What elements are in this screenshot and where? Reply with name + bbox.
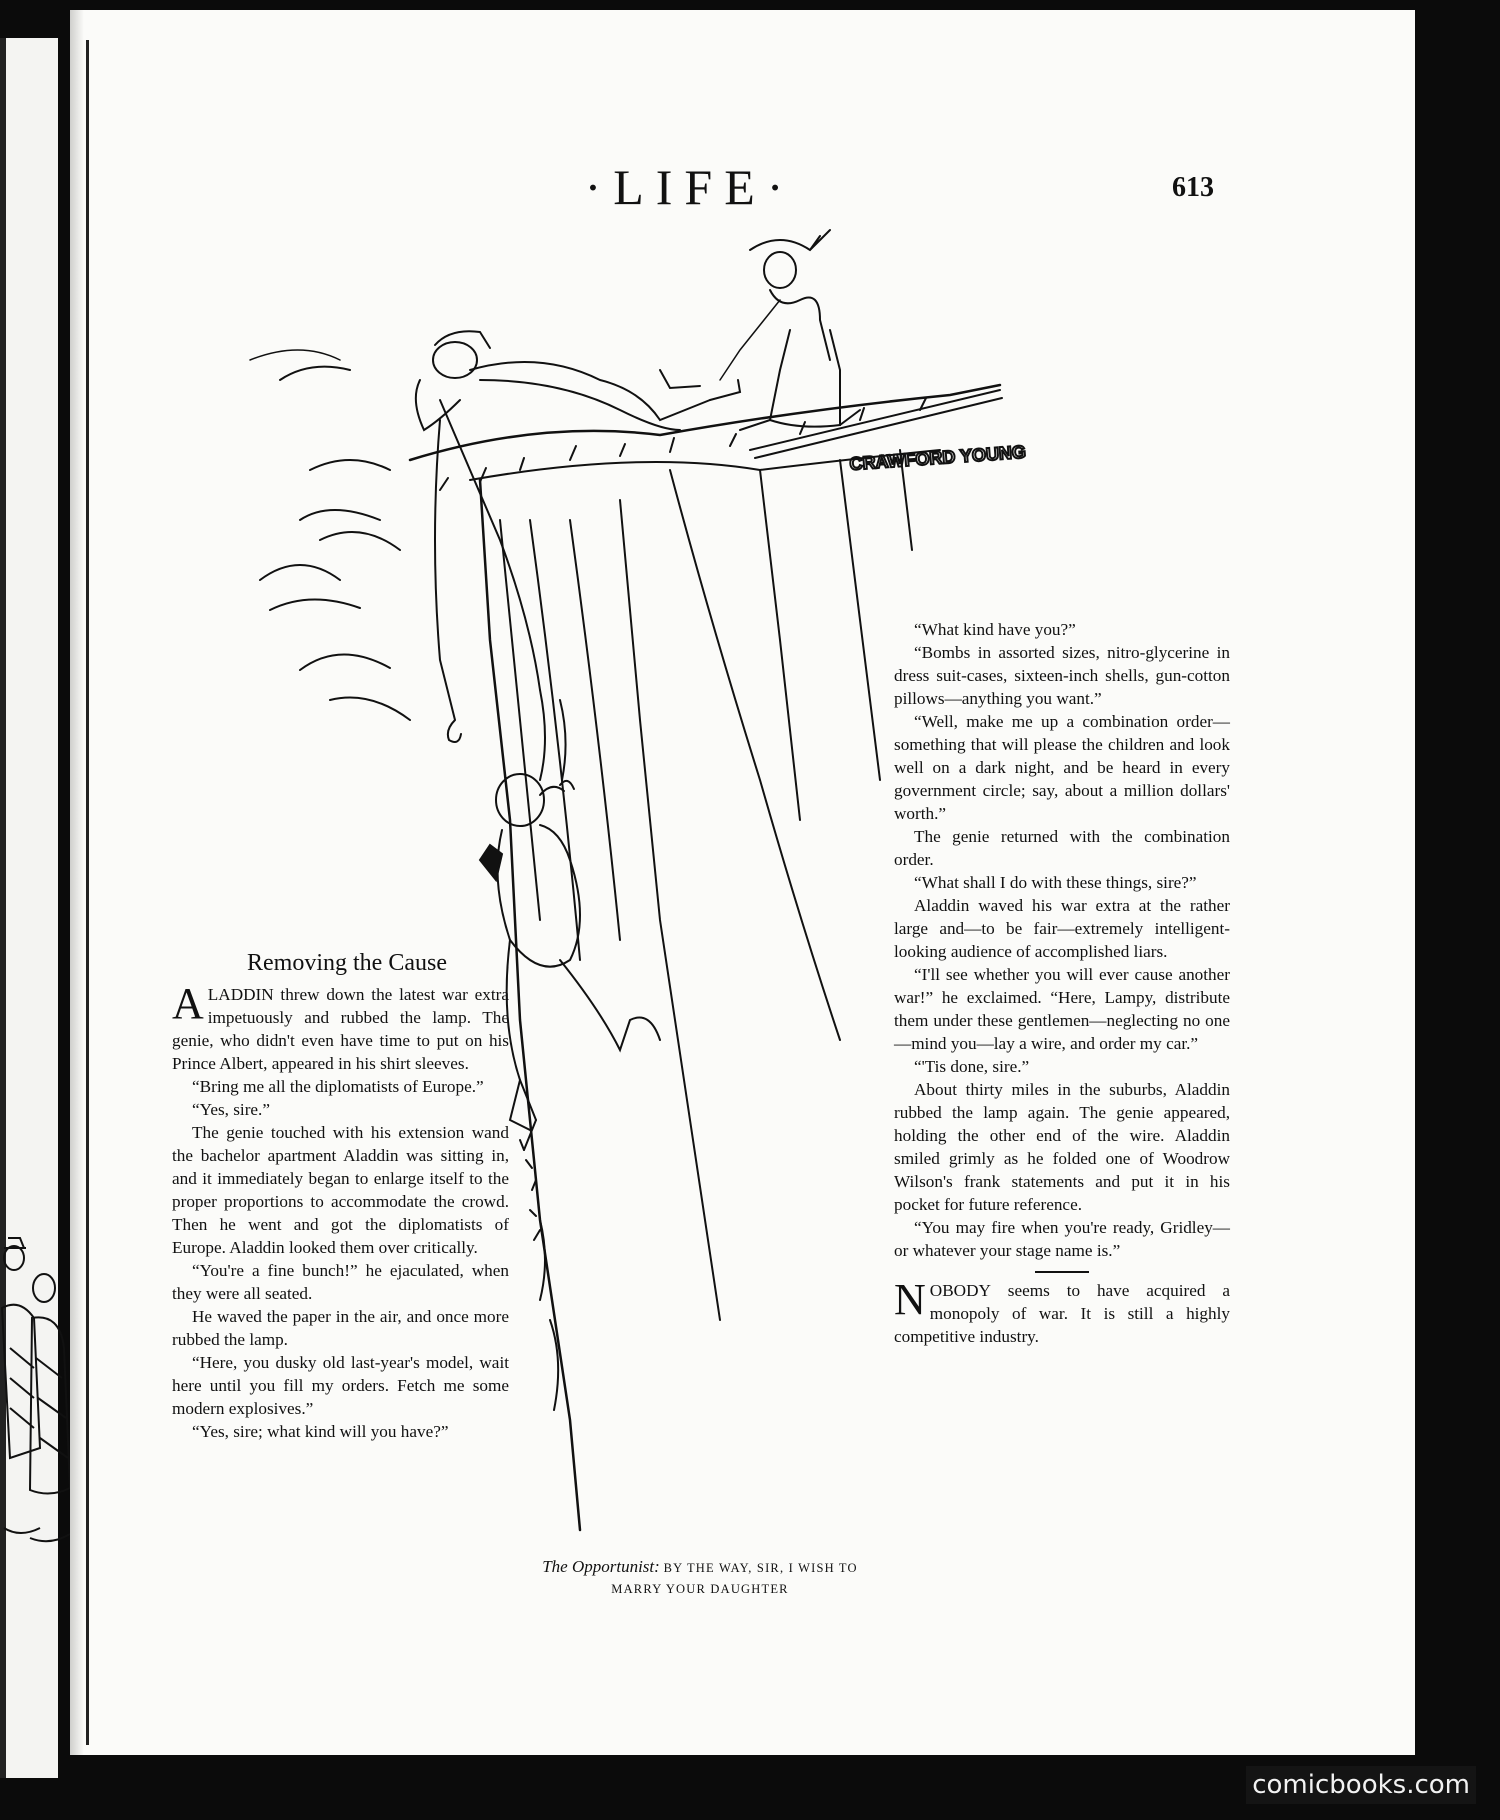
article-paragraph: “Well, make me up a combination order—something that will please the children and look well on a dark night, and be heard in every government circle; say, about a million dollars' worth.” — [894, 712, 1230, 823]
article-paragraph: “What shall I do with these things, sire?” — [914, 873, 1197, 892]
article-paragraph: “Yes, sire.” — [192, 1100, 270, 1119]
article-paragraph: “You're a fine bunch!” he ejaculated, when they were all seated. — [172, 1261, 509, 1303]
page-gutter — [86, 40, 89, 1745]
artist-signature: CRAWFORD YOUNG — [848, 441, 1027, 474]
caption-text: BY THE WAY, SIR, I WISH TO MARRY YOUR DAUGHTER — [611, 1561, 858, 1596]
masthead-title: ·LIFE· — [584, 159, 796, 215]
cartoon-caption — [530, 1556, 870, 1600]
caption-title: The Opportunist: — [542, 1557, 660, 1576]
site-watermark: comicbooks.com — [1246, 1766, 1476, 1804]
filler-paragraph: NOBODY seems to have acquired a monopoly of war. It is still a highly competitive industry. — [894, 1275, 1230, 1346]
article-paragraph: “I'll see whether you will ever cause another war!” he exclaimed. “Here, Lampy, distribute them under these gentlemen—neglecting no one—mind you—lay a wire, and order my car.” — [894, 965, 1230, 1053]
article-paragraph: “Yes, sire; what kind will you have?” — [192, 1422, 449, 1441]
article-paragraph: Aladdin waved his war extra at the rather large and—to be fair—extremely intelligent-looking audience of accomplished liars. — [894, 896, 1230, 961]
article-paragraph: He waved the paper in the air, and once more rubbed the lamp. — [172, 1307, 509, 1349]
page-number: 613 — [1172, 172, 1214, 203]
previous-page-illustration — [0, 1228, 80, 1588]
article-paragraph: “'Tis done, sire.” — [914, 1057, 1030, 1076]
article-paragraph: “Here, you dusky old last-year's model, wait here until you fill my orders. Fetch me some modern explosives.” — [172, 1353, 509, 1418]
drop-cap: A — [172, 979, 204, 1028]
article-paragraph: “Bombs in assorted sizes, nitro-glycerine in dress suit-cases, sixteen-inch shells, gun-cotton pillows—anything you want.” — [894, 643, 1230, 708]
article-title: Removing the Cause — [247, 950, 447, 976]
article-paragraph: The genie returned with the combination order. — [894, 827, 1230, 869]
article-paragraph: “You may fire when you're ready, Gridley—or whatever your stage name is.” — [894, 1218, 1230, 1260]
section-divider — [1035, 1271, 1089, 1273]
article-paragraph: ALADDIN threw down the latest war extra impetuously and rubbed the lamp. The genie, who didn't even have time to put on his Prince Albert, appeared in his shirt sleeves. — [172, 979, 509, 1073]
article-paragraph: “What kind have you?” — [914, 620, 1076, 639]
article-column-left — [172, 979, 509, 1443]
previous-page-edge — [0, 38, 58, 1778]
article-column-right — [894, 618, 1230, 1348]
article-paragraph: About thirty miles in the suburbs, Aladdin rubbed the lamp again. The genie appeared, holding the other end of the wire. Aladdin smiled grimly as he folded one of Woodrow Wilson's frank statements and put it in his pocket for future reference. — [894, 1080, 1230, 1214]
article-paragraph: The genie touched with his extension wand the bachelor apartment Aladdin was sitting in, and it immediately began to enlarge itself to the proper proportions to accommodate the crowd. Then he went and got the diplomatists of Europe. Aladdin looked them over critically. — [172, 1123, 509, 1257]
drop-cap: N — [894, 1275, 926, 1324]
article-paragraph: “Bring me all the diplomatists of Europe.” — [192, 1077, 484, 1096]
